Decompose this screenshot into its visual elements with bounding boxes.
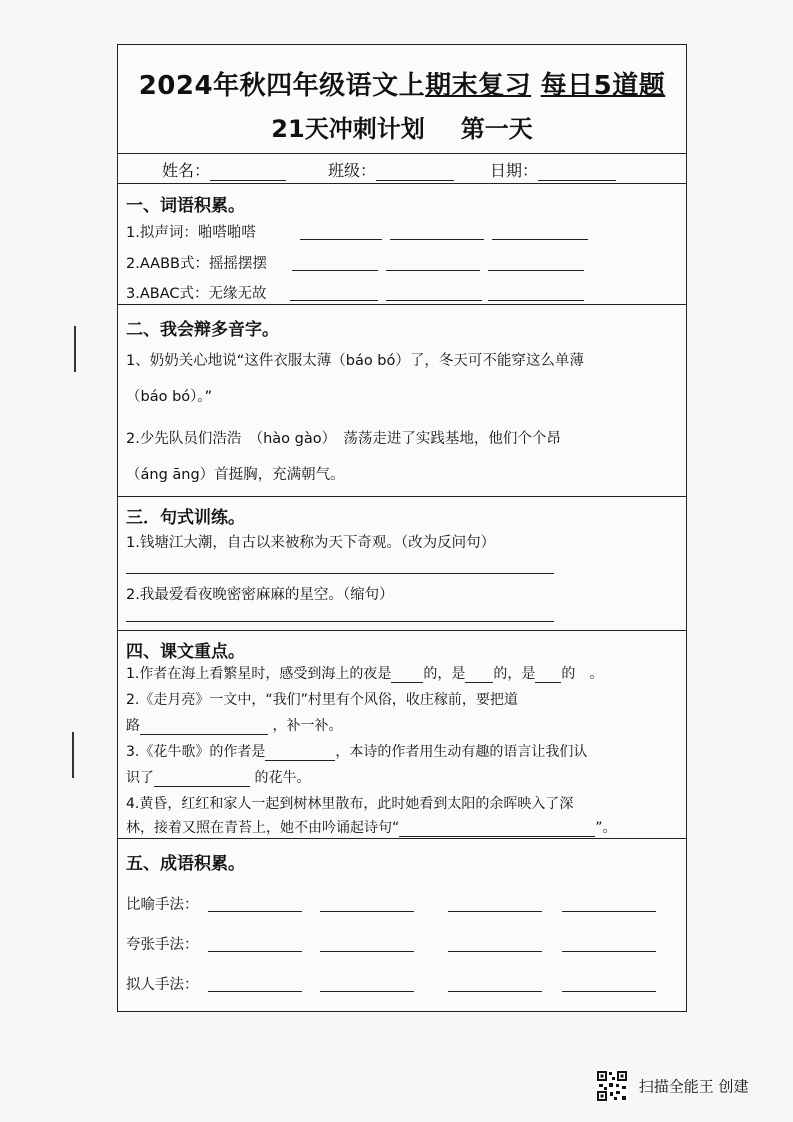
section-vocabulary: [118, 183, 686, 305]
idiom-label: 比喻手法：: [126, 897, 199, 913]
answer-line[interactable]: [290, 300, 378, 301]
q1-text-b: 的，是: [423, 666, 466, 682]
blank-fill[interactable]: [391, 668, 423, 683]
question-text: [126, 741, 587, 761]
question-text: （áng āng）首挺胸，充满朝气。: [126, 467, 345, 483]
answer-line[interactable]: [562, 951, 656, 952]
q1-text-a: 1.作者在海上看繁星时，感受到海上的夜是: [126, 666, 392, 682]
q2-text-c: ，补一补。: [272, 718, 343, 734]
answer-line[interactable]: [448, 911, 542, 912]
idiom-label: 夸张手法：: [126, 937, 199, 953]
question-text: 2.《走月亮》一文中，“我们”村里有个风俗，收庄稼前，要把道: [126, 692, 518, 708]
margin-mark-bottom: [72, 732, 74, 778]
question-text: 1、奶奶关心地说“这件衣服太薄（báo bó）了，冬天可不能穿这么单薄: [126, 353, 584, 369]
answer-line[interactable]: [208, 911, 302, 912]
answer-line[interactable]: [562, 991, 656, 992]
answer-line[interactable]: [126, 573, 554, 574]
question-text: 2.我最爱看夜晚密密麻麻的星空。（缩句）: [126, 587, 394, 603]
blank-fill[interactable]: [154, 772, 250, 787]
section-title: 二、我会辩多音字。: [126, 320, 279, 340]
qr-code-icon: [596, 1070, 628, 1102]
section-title: 五、成语积累。: [126, 854, 245, 874]
q1-text-d: 的 。: [561, 666, 604, 682]
title-part3: 每日5道题: [540, 71, 666, 101]
section-key-points: [118, 631, 686, 839]
answer-line[interactable]: [488, 270, 584, 271]
subtitle-plan: 21天冲刺计划: [271, 115, 425, 143]
answer-line[interactable]: [390, 239, 484, 240]
answer-line[interactable]: [320, 911, 414, 912]
question-text: [126, 663, 603, 683]
answer-line[interactable]: [300, 239, 382, 240]
title-part2: 期末复习: [425, 71, 532, 101]
section-title: 一、词语积累。: [126, 196, 245, 216]
class-field[interactable]: [328, 158, 454, 181]
question-text: [126, 817, 617, 837]
blank-fill[interactable]: [399, 822, 595, 837]
class-blank[interactable]: [376, 164, 454, 181]
question-text: （báo bó）。”: [126, 389, 213, 405]
class-label: 班级：: [328, 161, 377, 180]
answer-line[interactable]: [386, 300, 482, 301]
vocab-item: 2.AABB式：摇摇摆摆: [126, 256, 267, 272]
page-title: [118, 65, 686, 102]
answer-line[interactable]: [208, 991, 302, 992]
q4-text-b: 林，接着又照在青苔上，她不由吟诵起诗句“: [126, 820, 400, 836]
q3-text-c: 识了: [126, 770, 154, 786]
title-part1: 2024年秋四年级语文上: [138, 71, 426, 101]
date-blank[interactable]: [538, 164, 616, 181]
name-field[interactable]: [162, 158, 286, 181]
section-sentence-training: [118, 497, 686, 631]
blank-fill[interactable]: [140, 720, 268, 735]
blank-fill[interactable]: [535, 668, 561, 683]
name-blank[interactable]: [210, 164, 286, 181]
margin-mark-top: [74, 326, 76, 372]
question-text: 2.少先队员们浩浩 （hào gào） 荡荡走进了实践基地，他们个个昂: [126, 431, 561, 447]
answer-line[interactable]: [126, 621, 554, 622]
question-text: 1.钱塘江大潮，自古以来被称为天下奇观。（改为反问句）: [126, 535, 496, 551]
answer-line[interactable]: [320, 991, 414, 992]
subtitle-day: 第一天: [460, 115, 533, 143]
answer-line[interactable]: [386, 270, 480, 271]
q3-text-a: 3.《花牛歌》的作者是: [126, 744, 266, 760]
answer-line[interactable]: [320, 951, 414, 952]
q1-text-c: 的，是: [493, 666, 536, 682]
worksheet: [117, 44, 687, 1012]
q3-text-b: ，本诗的作者用生动有趣的语言让我们认: [335, 744, 588, 760]
vocab-item: 3.ABAC式：无缘无故: [126, 286, 267, 302]
section-polyphones: [118, 305, 686, 497]
section-idioms: [118, 839, 686, 1011]
section-title: 四、课文重点。: [126, 642, 245, 662]
page-subtitle: [118, 109, 686, 144]
answer-line[interactable]: [448, 991, 542, 992]
blank-fill[interactable]: [465, 668, 493, 683]
section-title: 三．句式训练。: [126, 508, 245, 528]
date-field[interactable]: [490, 158, 616, 181]
name-label: 姓名：: [162, 161, 211, 180]
answer-line[interactable]: [488, 300, 584, 301]
title-block: [118, 45, 686, 154]
question-text: 4.黄昏，红红和家人一起到树林里散布，此时她看到太阳的余晖映入了深: [126, 796, 574, 812]
answer-line[interactable]: [208, 951, 302, 952]
answer-line[interactable]: [492, 239, 588, 240]
footer-text: 扫描全能王 创建: [638, 1077, 749, 1096]
q3-text-d: 的花牛。: [254, 770, 311, 786]
q4-text-c: ”。: [595, 820, 617, 836]
scanner-footer: [596, 1070, 749, 1102]
info-row: [118, 153, 686, 184]
blank-fill[interactable]: [265, 746, 335, 761]
idiom-label: 拟人手法：: [126, 977, 199, 993]
question-text: [126, 767, 310, 787]
vocab-item: 1.拟声词：啪嗒啪嗒: [126, 225, 256, 241]
answer-line[interactable]: [562, 911, 656, 912]
q2-text-b: 路: [126, 718, 140, 734]
question-text: [126, 715, 342, 735]
answer-line[interactable]: [292, 270, 378, 271]
answer-line[interactable]: [448, 951, 542, 952]
date-label: 日期：: [490, 161, 539, 180]
